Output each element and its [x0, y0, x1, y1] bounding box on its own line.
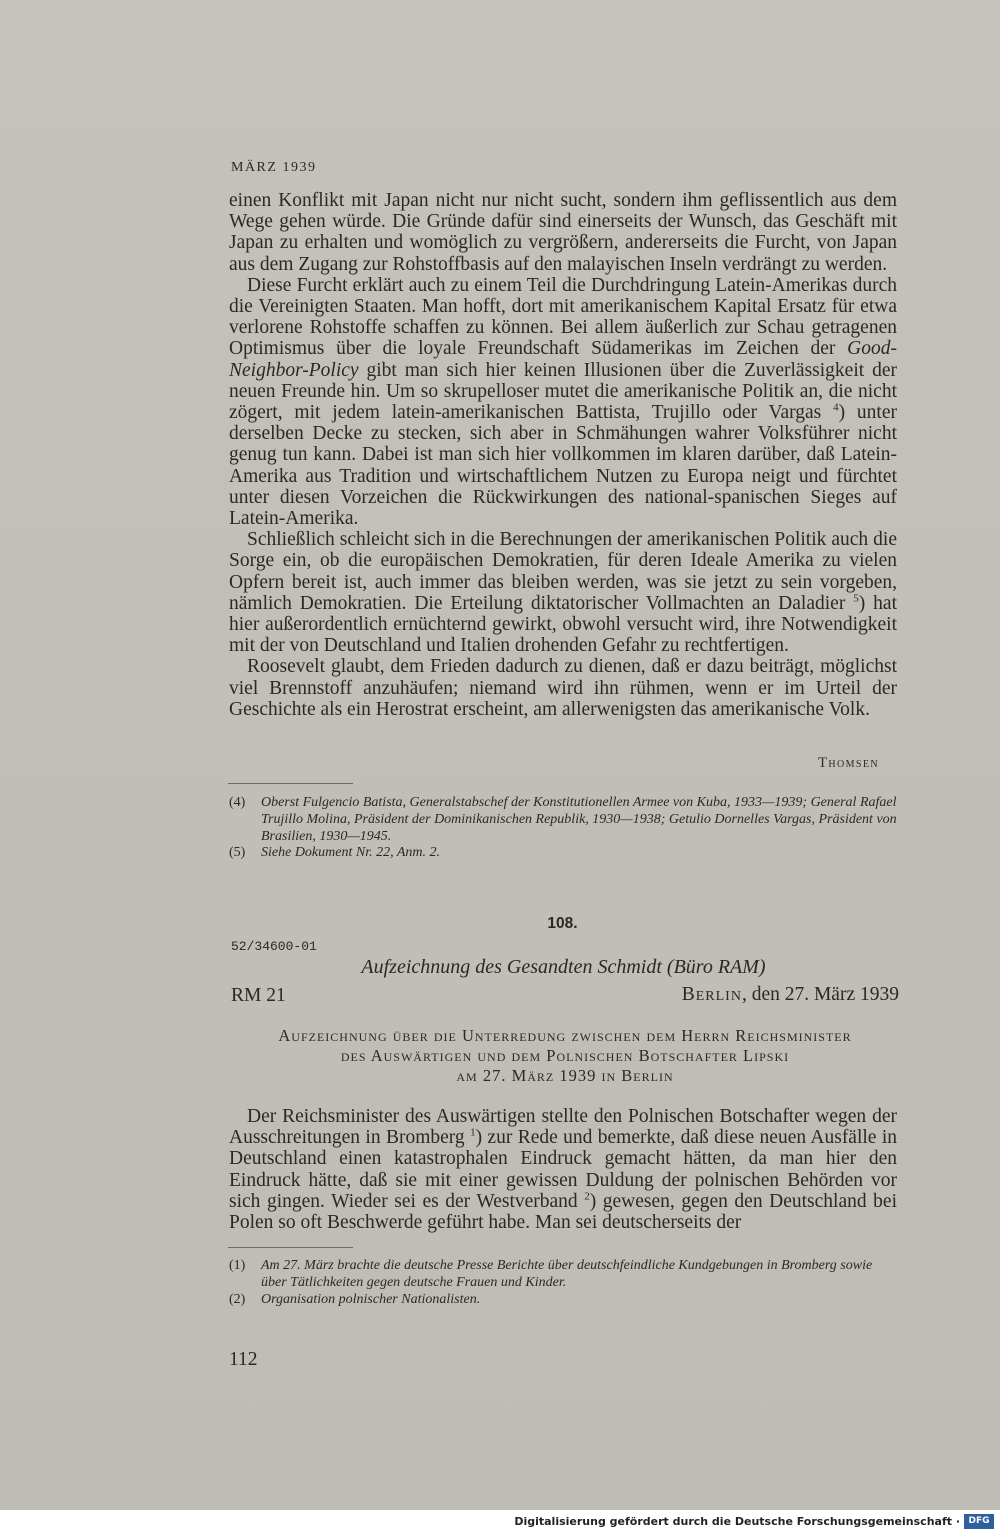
- footnote-text: Oberst Fulgencio Batista, Generalstabschef der Konstitutionellen Armee von Kuba, 1933—1939; General Rafael Trujillo Molina, Präsident der Dominikanischen Republik, 1930—1938; Getulio Dornelles Vargas, Präsident von Brasilien, 1930—1945.: [261, 795, 897, 844]
- footnote-number: (1): [229, 1258, 246, 1273]
- signature: Thomsen: [818, 755, 879, 771]
- paragraph-4: Roosevelt glaubt, dem Frieden dadurch zu dienen, daß er dazu beiträgt, möglichst viel Brennstoff anzuhäufen; niemand wird ihn rühmen, wenn er im Urteil der Geschichte als ein Herostrat erscheint, am allerwenigsten das amerikanische Volk.: [229, 656, 897, 720]
- heading-line: des Auswärtigen und dem Polnischen Botschafter Lipski: [340, 1046, 790, 1065]
- paragraph-document: Der Reichsminister des Auswärtigen stellte den Polnischen Botschafter wegen der Ausschreitungen in Bromberg $^1$) zur Rede und bemerkte, daß diese neuen Ausfälle in Deutschland einen katastrophalen Eindruck gemacht hätten, da man hier den Eindruck hätte, daß sie mit einer gewissen Duldung der polnischen Behörden vor sich gingen. Wieder sei es der Westverband $^2$) gewesen, gegen den Deutschland bei Polen so oft Beschwerde geführt habe. Man sei deutscherseits der: [229, 1106, 897, 1234]
- document-body-text: [229, 1106, 897, 1233]
- paragraph-1: einen Konflikt mit Japan nicht nur nicht sucht, sondern ihm geflissentlich aus dem Wege gehen würde. Die Gründe dafür sind einerseits der Wunsch, das Geschäft mit Japan zu erhalten und womöglich zu vergrößern, andererseits die Furcht, von Japan aus dem Zugang zur Rohstoffbasis auf den malayischen Inseln verdrängt zu werden.: [229, 190, 897, 275]
- section-body-text: [229, 190, 897, 720]
- footnote-ref-2[interactable]: 2: [584, 1190, 590, 1203]
- footnote-4: [229, 795, 899, 845]
- footer-credit: Digitalisierung gefördert durch die Deutsche Forschungsgemeinschaft ·: [514, 1515, 960, 1528]
- footnotes-section-2: [229, 1258, 899, 1308]
- footnote-divider: [228, 1247, 353, 1248]
- heading-line: Aufzeichnung über die Unterredung zwischen dem Herrn Reichsminister: [278, 1026, 852, 1045]
- footnote-1: [229, 1258, 899, 1292]
- footnote-ref-5[interactable]: 5: [853, 592, 859, 605]
- document-title: Aufzeichnung des Gesandten Schmidt (Büro RAM): [361, 956, 766, 978]
- footnote-divider: [228, 783, 353, 784]
- page-number: 112: [229, 1349, 258, 1370]
- footnote-ref-4[interactable]: 4: [833, 401, 839, 414]
- footnote-ref-1[interactable]: 1: [470, 1126, 476, 1139]
- rm-reference: RM 21: [231, 985, 286, 1006]
- date-text: , den 27. März 1939: [741, 984, 899, 1005]
- dfg-logo-icon[interactable]: DFG: [964, 1514, 994, 1529]
- footnote-text: Am 27. März brachte die deutsche Presse Berichte über deutschfeindliche Kundgebungen in Bromberg sowie über Tätlichkeiten gegen deutsche Frauen und Kinder.: [261, 1258, 873, 1290]
- footnote-2: [229, 1292, 899, 1309]
- footnote-number: (5): [229, 845, 246, 861]
- paragraph-2: Diese Furcht erklärt auch zu einem Teil die Durchdringung Latein-Amerikas durch die Vereinigten Staaten. Man hofft, dort mit amerikanischem Kapital Ersatz für etwa verlorene Rohstoffe schaffen zu können. Bei allem äußerlich zur Schau getragenen Optimismus über die loyale Freundschaft Südamerikas im Zeichen der Good-Neighbor-Policy gibt man sich hier keinen Illusionen über die Zuverlässigkeit der neuen Freunde hin. Um so skrupelloser mutet die amerikanische Politik an, die nicht zögert, mit jedem latein-amerikanischen Battista, Trujillo oder Vargas $^4$) unter derselben Decke zu stecken, sich aber in Schmähungen wahrer Volksführer nicht genug tun kann. Dabei ist man sich hier vollkommen im klaren darüber, daß Latein-Amerika aus Tradition und wirtschaftlichem Nutzen zu Europa neigt und fürchtet unter diesen Vorzeichen die Rückwirkungen des national-spanischen Sieges auf Latein-Amerika.: [229, 274, 897, 530]
- footnotes-section-1: [229, 795, 899, 862]
- footnote-text: Organisation polnischer Nationalisten.: [261, 1291, 481, 1307]
- date-line: [682, 984, 899, 1006]
- date-city: Berlin: [681, 984, 742, 1005]
- document-number: 108.: [547, 915, 578, 932]
- document-heading: [229, 1026, 901, 1086]
- footnote-number: (2): [229, 1291, 246, 1307]
- running-head: MÄRZ 1939: [231, 160, 317, 175]
- file-number: 52/34600-01: [231, 939, 317, 954]
- digitization-footer: [0, 1510, 1000, 1533]
- footnote-5: [229, 845, 899, 862]
- heading-line: am 27. März 1939 in Berlin: [456, 1066, 674, 1085]
- footnote-number: (4): [229, 795, 246, 810]
- paragraph-3: Schließlich schleicht sich in die Berechnungen der amerikanischen Politik auch die Sorge ein, ob die europäischen Demokratien, für deren Ideale Amerika zu vielen Opfern bereit ist, auch immer das bleiben werden, was sie jetzt zu sein vorgeben, nämlich Demokratien. Die Erteilung diktatorischer Vollmachten an Daladier $^5$) hat hier außerordentlich ernüchternd gewirkt, obwohl versucht wird, ihre Notwendigkeit mit der von Deutschland und Italien drohenden Gefahr zu rechtfertigen.: [229, 529, 897, 657]
- footnote-text: Siehe Dokument Nr. 22, Anm. 2.: [261, 845, 440, 861]
